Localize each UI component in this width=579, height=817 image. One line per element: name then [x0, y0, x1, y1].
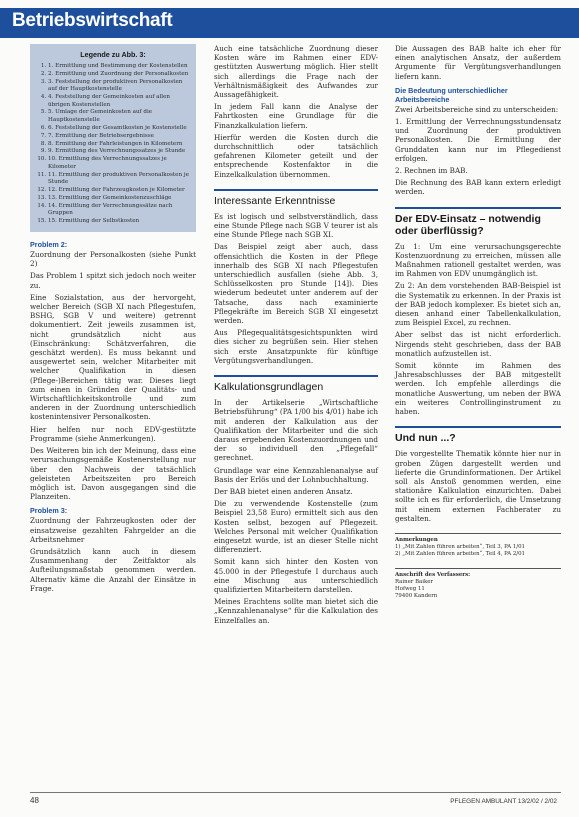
page-number: 48 [30, 796, 39, 805]
author-line: Rainer Baiker [395, 578, 434, 585]
footer-rule [30, 792, 561, 793]
paragraph: In der Artikelserie „Wirtschaftliche Betriebsführung“ (PA 1/00 bis 4/01) habe ich mit anderen der Kalkulation aus der Qualifikation der Mitarbeiter und die sich daraus ergebenden Kostenzuordnungen und der so individuell den „Pflegefall“ gerechnet. [214, 398, 378, 463]
paragraph: Hierfür werden die Kosten durch die durchschnittlich oder tatsächlich gefahrenen Kilometer geteilt und der entsprechende Kostenfaktor in die Einzelkalkulation übernommen. [214, 132, 378, 179]
column-3 [395, 44, 561, 600]
author-line: Hofweg 11 [395, 585, 425, 592]
paragraph: Auch eine tatsächliche Zuordnung dieser Kosten wäre im Rahmen einer EDV-gestützten Auswertung möglich. Hier stellt sich allerdings die Frage nach der Verhältnismäßigkeit des Aufwandes zur Aussagefähigkeit. [214, 44, 378, 100]
legend-item: 15. 15. Ermittlung der Selbstkosten [48, 218, 190, 225]
legend-box [30, 44, 196, 232]
paragraph: 1. Ermittlung der Verrechnungsstundensatz und Zuordnung der produktiven Personalkosten. Die Ermittlung der Grunddaten kann nur im Pflegedienst erfolgen. [395, 117, 561, 163]
paragraph: Die Aussagen des BAB halte ich eher für einen analytischen Ansatz, der außerdem Argumente für Vergütungsverhandlungen liefern kann. [395, 44, 561, 81]
section-title: Betriebswirtschaft [12, 10, 173, 31]
paragraph: 2. Rechnen im BAB. [395, 166, 468, 176]
legend-item: 11. 11. Ermittlung der produktiven Personalkosten je Stunde [48, 172, 190, 187]
references-title: Anmerkungen [395, 536, 438, 543]
paragraph: Somit kann sich hinter den Kosten von 45.000 in der Pflegestufe I durchaus auch eine Mischung aus unterschiedlich qualifizierten Mitarbeitern darstellen. [214, 557, 378, 594]
problem-3-text: Zuordnung der Fahrzeugkosten oder der einsatzweise gezahlten Fahrgelder an die Arbeitsnehmer [30, 516, 196, 544]
column-1 [30, 44, 196, 596]
legend-item: 13. 13. Ermittlung der Gemeinkostenzuschläge [48, 195, 190, 202]
legend-item: 3. 3. Feststellung der produktiven Personalkosten auf der Hauptkostenstelle [48, 79, 190, 94]
subheading-arbeitsbereiche: Die Bedeutung unterschiedlicher Arbeitsbereiche [395, 85, 508, 104]
legend-item: 9. 9. Ermittlung des Verrechnungssatzes je Stunde [48, 148, 190, 155]
author-address [395, 568, 561, 600]
paragraph: Grundlage war eine Kennzahlenanalyse auf Basis der Erlös und der Lohnbuchhaltung. [214, 465, 378, 484]
column-2 [214, 44, 378, 628]
paragraph: Die zu verwendende Kostenstelle (zum Beispiel 23,58 Euro) ermittelt sich aus den Kosten selbst, bezogen auf Pflegezeit. Welches Personal mit welcher Qualifikation eingesetzt wurde, ist an dieser Stelle nicht differenziert. [214, 499, 378, 555]
paragraph: Die Rechnung des BAB kann extern erledigt werden. [395, 178, 561, 197]
paragraph: Es ist logisch und selbstverständlich, dass eine Stunde Pflege nach SGB V teurer ist als eine Stunde Pflege nach SGB XI. [214, 211, 378, 240]
problem-2-text: Zuordnung der Personalkosten (siehe Punkt 2) [30, 250, 196, 269]
paragraph: Meines Erachtens sollte man bietet sich die „Kennzahlenanalyse“ für die Kalkulation des Einzelfalles an. [214, 597, 378, 625]
reference-item: 2) „Mit Zahlen führen arbeiten“, Teil 4, PA 2/01 [395, 550, 525, 557]
problem-3-heading: Problem 3: [30, 506, 68, 516]
section-heading-und-nun: Und nun ...? [395, 426, 561, 444]
journal-name: PFLEGEN AMBULANT 13/2/02 / 2/02 [450, 798, 557, 805]
paragraph: Des Weiteren bin ich der Meinung, dass eine verursachungsgemäße Kostenerstellung nur über den Nachweis der tatsächlich geleisteten Arbeitszeiten pro Bereich möglich ist. Davon ausgegangen sind die Planzeiten. [30, 446, 196, 502]
paragraph: Zwei Arbeitsbereiche sind zu unterscheiden: [395, 104, 559, 114]
legend-item: 5. 5. Umlage der Gemeinkosten auf die Hauptkostenstelle [48, 109, 190, 124]
legend-item: 7. 7. Ermittlung der Betriebsergebnisse [48, 133, 190, 140]
header-bar [0, 8, 579, 38]
legend-list [36, 63, 190, 226]
paragraph: Zu 1: Um eine verursachungsgerechte Kostenzuordnung zu erreichen, müssen alle Maßnahmen rationell gestaltet werden, was im Rahmen von EDV unumgänglich ist. [395, 241, 561, 279]
author-title: Anschrift des Verfassers: [395, 571, 471, 578]
paragraph: In jedem Fall kann die Analyse der Fahrtkosten eine Grundlage für die Finanzkalkulation liefern. [214, 102, 378, 130]
reference-item: 1) „Mit Zahlen führen arbeiten“, Teil 3, PA 1/01 [395, 543, 525, 550]
paragraph: Das Beispiel zeigt aber auch, dass offensichtlich die Kosten in der Pflege innerhalb des SGB XI nach Pflegestufen unterschiedlich ausfallen (siehe Abb. 3, Schlüsselkosten pro Stunde [14]). Dies wiederum bedeutet unter anderem auf der Tatsache, dass nach examinierte Pflegekräfte im Bereich SGB XI eingesetzt werden. [214, 242, 378, 326]
section-heading-edv: Der EDV-Einsatz – notwendig oder überflüssig? [395, 207, 561, 237]
legend-title: Legende zu Abb. 3: [80, 50, 146, 59]
paragraph: Der BAB bietet einen anderen Ansatz. [214, 486, 353, 496]
legend-item: 6. 6. Feststellung der Gesamtkosten je Kostenstelle [48, 125, 190, 132]
legend-item: 8. 8. Ermittlung der Fahrleistungen in Kilometern [48, 141, 190, 148]
problem-2-heading: Problem 2: [30, 240, 68, 250]
legend-item: 4. 4. Feststellung der Gemeinkosten auf allen übrigen Kostenstellen [48, 94, 190, 109]
paragraph: Aber selbst das ist nicht erforderlich. Nirgends steht geschrieben, dass der BAB monatlich aufzustellen ist. [395, 330, 561, 358]
paragraph: Die vorgestellte Thematik könnte hier nur in groben Zügen dargestellt werden und lieferte die Grundinformationen. Der Artikel soll als Anstoß genommen werden, eine stationäre Kalkulation einzurichten. Dabei sollte ich es für erforderlich, die Umsetzung mit einem externen Fachberater zu gestalten. [395, 449, 561, 523]
author-line: 79400 Kandern [395, 592, 438, 599]
paragraph: Eine Sozialstation, aus der hervorgeht, welcher Bereich (SGB XI nach Pflegestufen, BSHG, SGB V und weitere) getrennt dokumentiert. Zeit jeweils zusammen ist, nicht grundsätzlich nicht aus (Einschränkung: Schätzverfahren, die geschätzt werden). Es muss bekannt und ausgewertet sein, welcher Mitarbeiter mit welcher Qualifikation in diesen (Pflege-)Bereichen tätig war. Dieses liegt zum einen in Gründen der Qualitäts- und Wirtschaftlichkeitskontrolle und zum anderen in der Zuordnung unterschiedlich kostenintensiver Personalkosten. [30, 292, 196, 422]
paragraph: Aus Pflegequalitätsgesichtspunkten wird dies sicher zu begrüßen sein. Hier stehen sich erste Ansatzpunkte für künftige Vergütungsverhandlungen. [214, 328, 378, 365]
paragraph: Somit könnte im Rahmen des Jahresabschlusses der BAB mitgestellt werden. Ich empfehle allerdings die monatliche Auswertung, um neben der BWA ein weiteres Controllinginstrument zu haben. [395, 361, 561, 417]
paragraph: Grundsätzlich kann auch in diesem Zusammenhang der Zeitfaktor als Aufteilungsmaßstab genommen werden. Alternativ käme die Anzahl der Einsätze in Frage. [30, 546, 196, 593]
paragraph: Zu 2: An dem vorstehenden BAB-Beispiel ist die Systematik zu erkennen. In der Praxis ist der BAB jedoch komplexer. Es bietet sich an, diesen anhand einer Tabellenkalkulation, zum Beispiel Excel, zu rechnen. [395, 281, 561, 328]
legend-item: 10. 10. Ermittlung des Verrechnungssatzes je Kilometer [48, 156, 190, 171]
legend-item: 2. 2. Ermittlung und Zuordnung der Personalkosten [48, 71, 190, 78]
paragraph: Hier helfen nur noch EDV-gestützte Programme (siehe Anmerkungen). [30, 424, 196, 443]
section-heading-erkenntnisse: Interessante Erkenntnisse [214, 189, 378, 207]
legend-item: 1. 1. Ermittlung und Bestimmung der Kostenstellen [48, 63, 190, 70]
paragraph: Das Problem 1 spitzt sich jedoch noch weiter zu. [30, 271, 196, 290]
references [395, 533, 561, 558]
section-heading-kalkulation: Kalkulationsgrundlagen [214, 375, 378, 393]
legend-item: 12. 12. Ermittlung der Fahrzeugkosten je Kilometer [48, 187, 190, 194]
legend-item: 14. 14. Ermittlung der Verrechnungssätze nach Gruppen [48, 203, 190, 218]
